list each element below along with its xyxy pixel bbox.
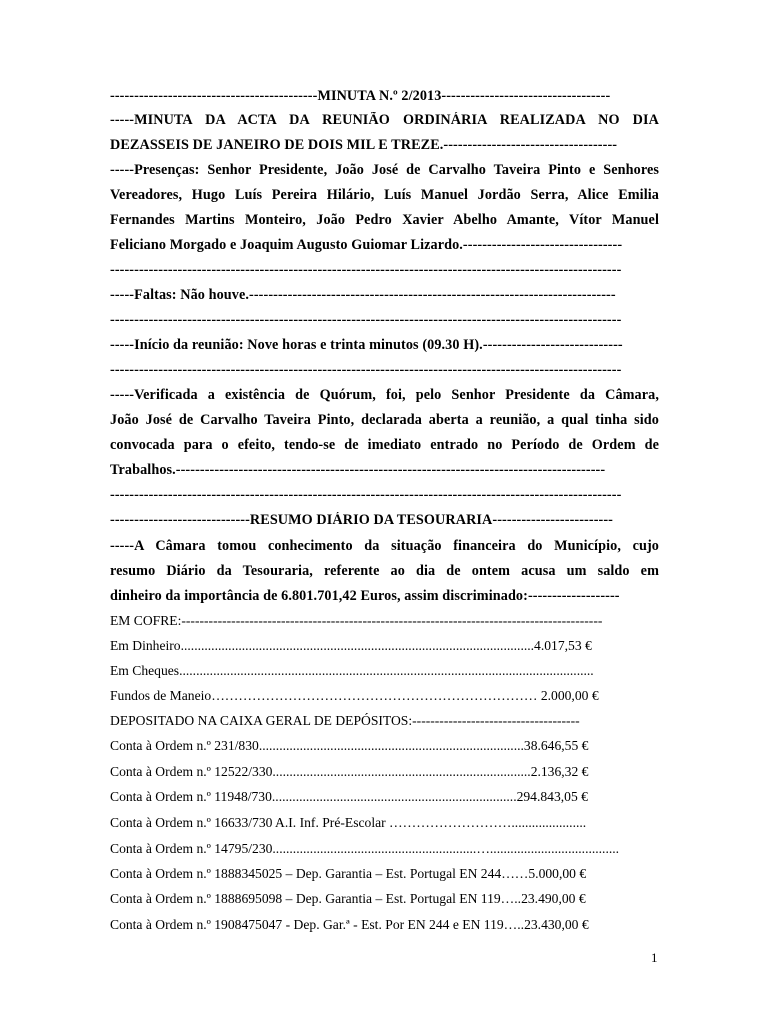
quorum-line-4: Trabalhos.----------------------------------------------------------------------------------------- xyxy=(110,462,606,478)
separator-line: ---------------------------------------------------------------------------------------------------------- xyxy=(110,487,622,503)
separator-line: ---------------------------------------------------------------------------------------------------------- xyxy=(110,312,622,328)
petty-cash-line: Fundos de Maneio……………………………………………………………… 2.000,00 € xyxy=(110,688,599,703)
treasury-line-1: -----A Câmara tomou conhecimento da situação financeira do Município, cujo xyxy=(110,538,659,554)
cash-section-heading: EM COFRE:--------------------------------------------------------------------------------------------- xyxy=(110,613,603,628)
cash-line: Em Dinheiro........................................................................................................4.017,53 € xyxy=(110,638,592,653)
quorum-line-2: João José de Carvalho Taveira Pinto, declarada aberta a reunião, a qual tinha sido xyxy=(110,412,659,428)
treasury-summary-heading: -----------------------------RESUMO DIÁRIO DA TESOURARIA------------------------- xyxy=(110,512,614,528)
quorum-line-3: convocada para o efeito, tendo-se de imediato entrado no Período de Ordem de xyxy=(110,437,659,453)
attendance-line-3: Fernandes Martins Monteiro, João Pedro Xavier Abelho Amante, Vítor Manuel xyxy=(110,212,659,228)
account-line: Conta à Ordem n.º 11948/730........................................................................294.843,05 € xyxy=(110,789,588,804)
minute-heading-line-2: DEZASSEIS DE JANEIRO DE DOIS MIL E TREZE.------------------------------------ xyxy=(110,137,618,153)
account-line: Conta à Ordem n.º 16633/730 A.I. Inf. Pré-Escolar ………………………...................... xyxy=(110,815,587,830)
attendance-line-2: Vereadores, Hugo Luís Pereira Hilário, Luís Manuel Jordão Serra, Alice Emilia xyxy=(110,187,659,203)
quorum-line-1: -----Verificada a existência de Quórum, foi, pelo Senhor Presidente da Câmara, xyxy=(110,387,659,403)
account-line: Conta à Ordem n.º 231/830..............................................................................38.646,55 € xyxy=(110,738,589,753)
attendance-line-1: -----Presenças: Senhor Presidente, João José de Carvalho Taveira Pinto e Senhores xyxy=(110,162,659,178)
cheques-line: Em Cheques.......................................................................................................................... xyxy=(110,663,594,678)
absences-line: -----Faltas: Não houve.---------------------------------------------------------------------------- xyxy=(110,287,616,303)
account-line: Conta à Ordem n.º 1908475047 - Dep. Gar.ª - Est. Por EN 244 e EN 119…..23.430,00 € xyxy=(110,917,589,932)
document-title: -------------------------------------------MINUTA N.º 2/2013----------------------------------- xyxy=(110,88,611,104)
treasury-line-3: dinheiro da importância de 6.801.701,42 Euros, assim discriminado:------------------- xyxy=(110,588,620,604)
deposits-section-heading: DEPOSITADO NA CAIXA GERAL DE DEPÓSITOS:------------------------------------- xyxy=(110,713,580,728)
account-line: Conta à Ordem n.º 1888695098 – Dep. Garantia – Est. Portugal EN 119…..23.490,00 € xyxy=(110,891,586,906)
separator-line: ---------------------------------------------------------------------------------------------------------- xyxy=(110,262,622,278)
treasury-line-2: resumo Diário da Tesouraria, referente ao dia de ontem acusa um saldo em xyxy=(110,563,659,579)
account-line: Conta à Ordem n.º 12522/330............................................................................2.136,32 € xyxy=(110,764,589,779)
attendance-line-4: Feliciano Morgado e Joaquim Augusto Guiomar Lizardo.--------------------------------- xyxy=(110,237,623,253)
page-number: 1 xyxy=(651,950,658,965)
minute-heading-line-1: -----MINUTA DA ACTA DA REUNIÃO ORDINÁRIA REALIZADA NO DIA xyxy=(110,112,659,128)
separator-line: ---------------------------------------------------------------------------------------------------------- xyxy=(110,362,622,378)
account-line: Conta à Ordem n.º 1888345025 – Dep. Garantia – Est. Portugal EN 244……5.000,00 € xyxy=(110,866,587,881)
meeting-start-line: -----Início da reunião: Nove horas e trinta minutos (09.30 H).----------------------------- xyxy=(110,337,623,353)
account-line: Conta à Ordem n.º 14795/230............................................................…...................................... xyxy=(110,841,620,856)
